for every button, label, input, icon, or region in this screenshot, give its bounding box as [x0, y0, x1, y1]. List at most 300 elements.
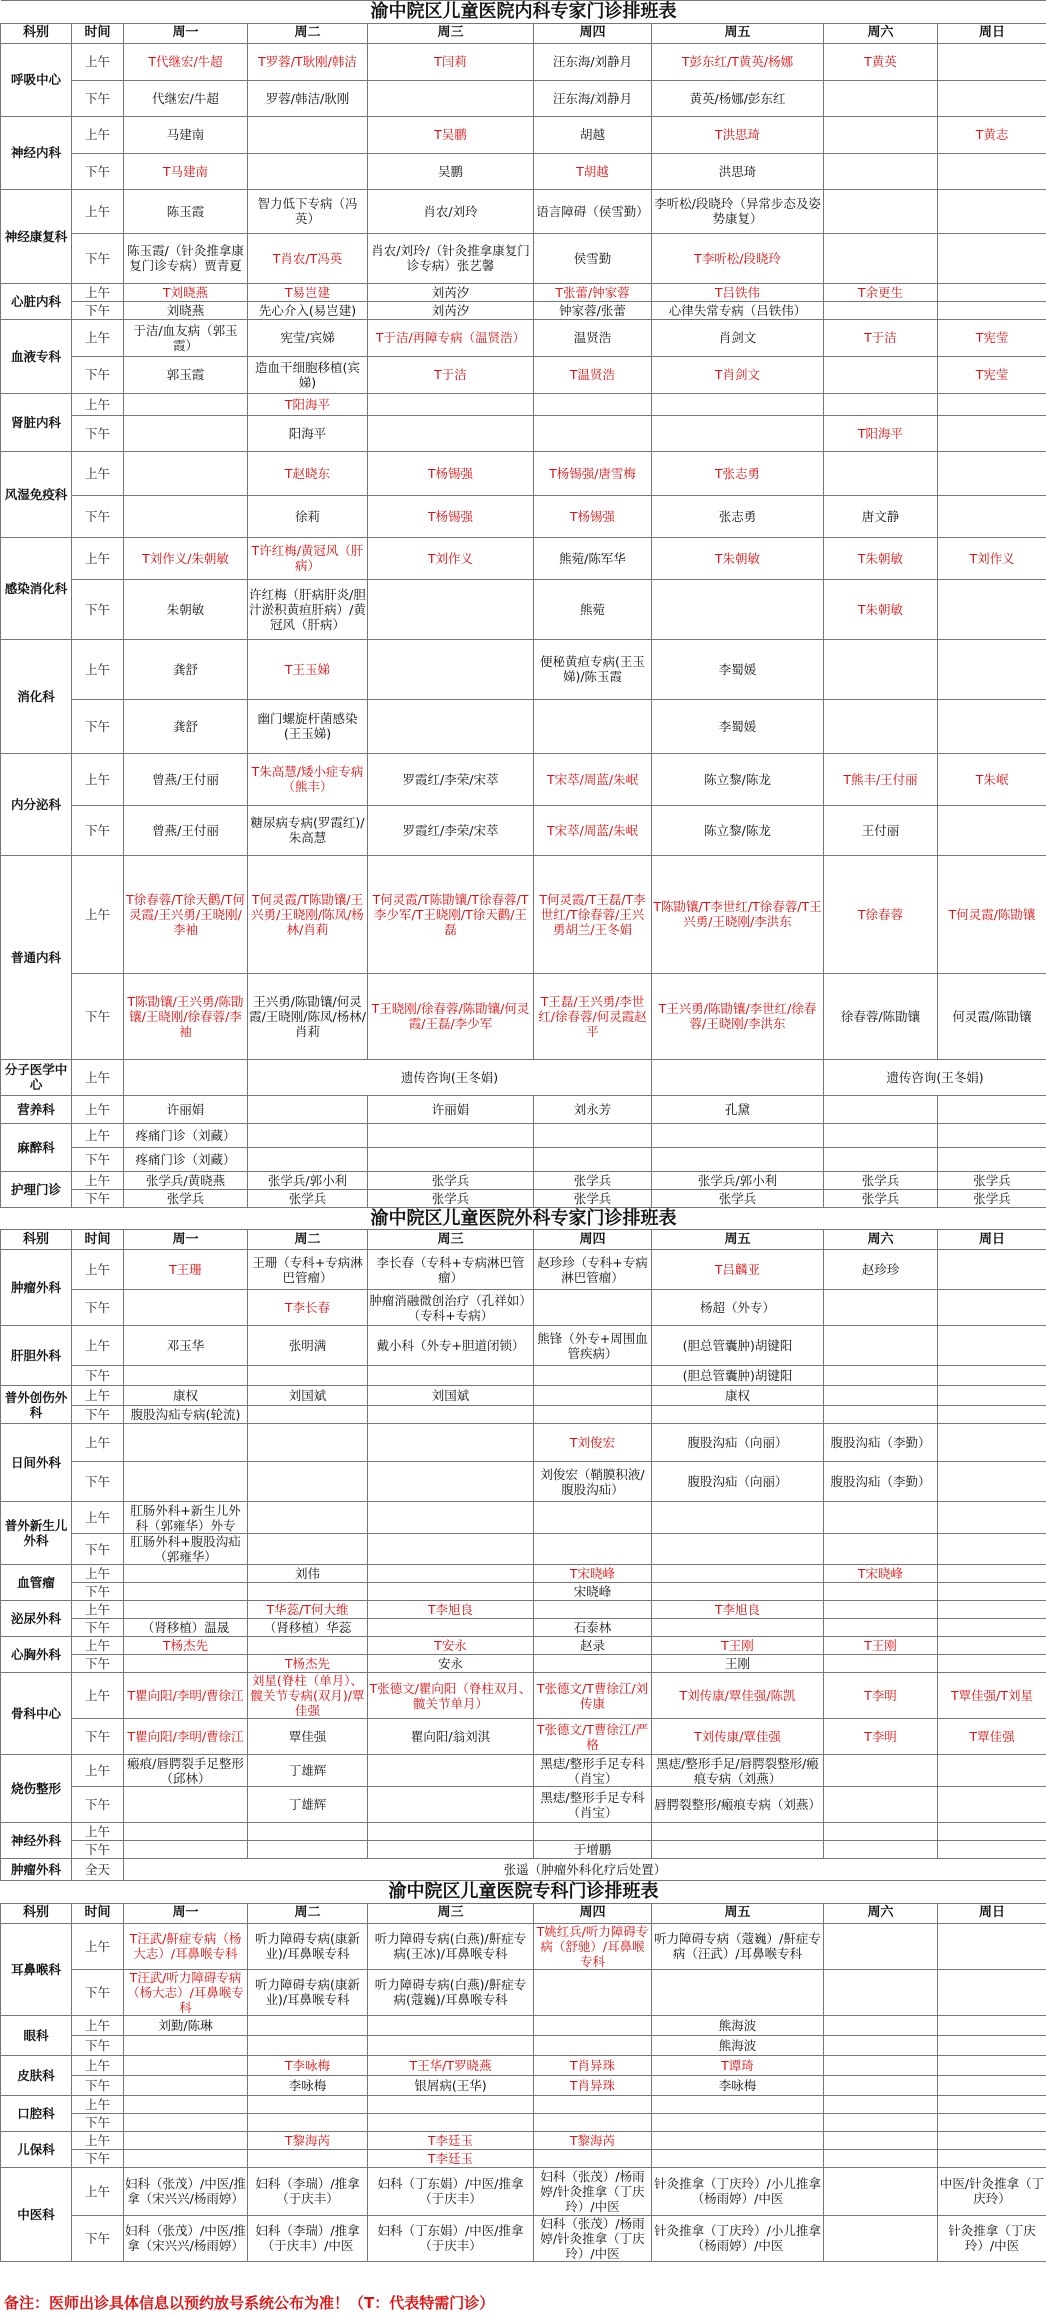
period-cell: 下午	[72, 233, 124, 283]
period-cell: 上午	[72, 2055, 124, 2075]
period-cell: 上午	[72, 43, 124, 80]
schedule-cell: T宋晓峰	[824, 1565, 938, 1583]
period-cell: 下午	[72, 1787, 124, 1823]
schedule-cell: T宪莹	[938, 319, 1046, 356]
schedule-cell: T朱高慧/矮小症专病（熊丰）	[248, 753, 368, 805]
schedule-cell: T朱朝敏	[824, 537, 938, 579]
schedule-cell: 听力障碍专病(白燕)/鼾症专病(蔻巍)/耳鼻喉专科	[368, 1969, 534, 2015]
schedule-row	[1, 1366, 1046, 1386]
schedule-cell	[248, 1583, 368, 1601]
section-title-row	[1, 1881, 1046, 1904]
schedule-cell	[824, 1534, 938, 1565]
schedule-cell: T杨锡强	[368, 495, 534, 537]
column-header: 周四	[534, 23, 652, 43]
header-row	[1, 1903, 1046, 1923]
schedule-row	[1, 1290, 1046, 1326]
schedule-row	[1, 2035, 1046, 2055]
schedule-row	[1, 80, 1046, 116]
schedule-cell: 唇腭裂整形/瘢痕专病（刘燕）	[652, 1787, 824, 1823]
schedule-cell	[938, 1462, 1046, 1502]
schedule-cell	[368, 1123, 534, 1147]
schedule-cell: 张学兵/郭小利	[652, 1171, 824, 1189]
schedule-cell: 智力低下专病（冯英）	[248, 189, 368, 233]
column-header: 周一	[124, 23, 248, 43]
schedule-cell: T王珊	[124, 1250, 248, 1290]
department-cell: 呼吸中心	[1, 43, 72, 116]
schedule-cell	[824, 2215, 938, 2261]
schedule-cell: T汪武/听力障碍专病（杨大志）/耳鼻喉专科	[124, 1969, 248, 2015]
department-cell: 风湿免疫科	[1, 451, 72, 537]
department-cell: 普外创伤外科	[1, 1386, 72, 1424]
schedule-cell: 安永	[368, 1655, 534, 1673]
schedule-cell: T何灵霞/陈勖镶	[938, 855, 1046, 973]
department-cell: 心脏内科	[1, 283, 72, 319]
schedule-cell	[248, 2149, 368, 2167]
schedule-cell	[652, 415, 824, 451]
schedule-cell: 朱朝敏	[124, 579, 248, 639]
schedule-row	[1, 2095, 1046, 2113]
schedule-cell	[938, 1406, 1046, 1424]
schedule-cell	[368, 2095, 534, 2113]
department-cell: 日间外科	[1, 1424, 72, 1502]
schedule-cell: 龚舒	[124, 639, 248, 699]
schedule-cell	[248, 2015, 368, 2035]
schedule-cell	[938, 2015, 1046, 2035]
schedule-cell: 腹股沟疝（向丽）	[652, 1424, 824, 1462]
schedule-row	[1, 1841, 1046, 1859]
period-cell: 下午	[72, 1619, 124, 1637]
schedule-cell: 腹股沟疝专病(轮流)	[124, 1406, 248, 1424]
schedule-cell: (胆总管囊肿)胡键阳	[652, 1366, 824, 1386]
schedule-cell: 针灸推拿（丁庆玲）/小儿推拿（杨雨婷）/中医	[652, 2167, 824, 2215]
schedule-cell: T王刚	[824, 1637, 938, 1655]
schedule-cell: （肾移植）温晟	[124, 1619, 248, 1637]
schedule-cell	[938, 2075, 1046, 2095]
schedule-cell: (胆总管囊肿)胡键阳	[652, 1326, 824, 1366]
schedule-cell	[124, 1655, 248, 1673]
schedule-cell	[248, 1147, 368, 1171]
schedule-cell: 于洁/血友病（郭玉霞）	[124, 319, 248, 356]
schedule-cell: 熊菀	[534, 579, 652, 639]
schedule-row	[1, 1171, 1046, 1189]
schedule-cell	[368, 2113, 534, 2131]
period-cell: 上午	[72, 753, 124, 805]
schedule-cell	[652, 2095, 824, 2113]
schedule-cell: 胡越	[534, 116, 652, 153]
schedule-cell	[124, 1424, 248, 1462]
schedule-cell	[938, 805, 1046, 855]
schedule-cell: 王刚	[652, 1655, 824, 1673]
period-cell: 上午	[72, 639, 124, 699]
schedule-cell	[938, 1755, 1046, 1787]
department-cell: 肝胆外科	[1, 1326, 72, 1386]
schedule-cell	[534, 2149, 652, 2167]
period-cell: 上午	[72, 189, 124, 233]
schedule-cell: 何灵霞/陈勖镶	[938, 973, 1046, 1059]
schedule-cell: 王珊（专科+专病淋巴管瘤）	[248, 1250, 368, 1290]
schedule-cell	[124, 415, 248, 451]
schedule-cell: 妇科（张茂）/杨雨婷/针灸推拿（丁庆玲）/中医	[534, 2167, 652, 2215]
schedule-cell: T刘晓燕	[124, 283, 248, 301]
schedule-row	[1, 2055, 1046, 2075]
column-header: 时间	[72, 23, 124, 43]
department-cell: 营养科	[1, 1095, 72, 1123]
schedule-cell: 杨超（外专）	[652, 1290, 824, 1326]
schedule-cell	[534, 2095, 652, 2113]
schedule-cell	[124, 451, 248, 495]
schedule-cell	[124, 2035, 248, 2055]
schedule-cell: T于洁/再障专病（温贤浩）	[368, 319, 534, 356]
schedule-cell	[938, 699, 1046, 753]
schedule-cell: 陈立黎/陈龙	[652, 753, 824, 805]
schedule-cell: 陈玉霞	[124, 189, 248, 233]
schedule-cell	[652, 1406, 824, 1424]
schedule-cell: T许红梅/黄冠风（肝病）	[248, 537, 368, 579]
schedule-cell: T王晓刚/徐春蓉/陈勖镶/何灵霞/王磊/李少军	[368, 973, 534, 1059]
schedule-cell	[824, 1366, 938, 1386]
schedule-cell: 曾燕/王付丽	[124, 805, 248, 855]
schedule-cell: T张德文/T曹徐江/严格	[534, 1719, 652, 1755]
schedule-cell	[534, 2113, 652, 2131]
schedule-cell: T彭东红/T黄英/杨娜	[652, 43, 824, 80]
schedule-cell	[534, 1655, 652, 1673]
schedule-cell	[534, 1366, 652, 1386]
period-cell: 上午	[72, 1123, 124, 1147]
period-cell: 下午	[72, 495, 124, 537]
schedule-cell: 肖剑文	[652, 319, 824, 356]
period-cell: 上午	[72, 319, 124, 356]
column-header: 周日	[938, 1230, 1046, 1250]
schedule-cell	[824, 2167, 938, 2215]
schedule-cell: 孔黛	[652, 1095, 824, 1123]
schedule-cell: 康权	[124, 1386, 248, 1406]
schedule-cell	[248, 2095, 368, 2113]
schedule-cell	[938, 1424, 1046, 1462]
schedule-cell	[534, 1969, 652, 2015]
schedule-cell: 李蜀媛	[652, 639, 824, 699]
section-title-row	[1, 1, 1046, 24]
schedule-cell	[824, 1326, 938, 1366]
schedule-cell	[124, 1787, 248, 1823]
schedule-row	[1, 319, 1046, 356]
schedule-cell: 肛肠外科+腹股沟疝（郭雍华）	[124, 1534, 248, 1565]
schedule-cell: T谭琦	[652, 2055, 824, 2075]
schedule-cell	[938, 2055, 1046, 2075]
department-cell: 肿瘤外科	[1, 1250, 72, 1326]
section-title-row	[1, 1207, 1046, 1230]
period-cell: 下午	[72, 2075, 124, 2095]
schedule-cell	[824, 233, 938, 283]
schedule-row	[1, 1823, 1046, 1841]
schedule-cell	[368, 579, 534, 639]
schedule-cell	[248, 1406, 368, 1424]
schedule-cell: T熊丰/王付丽	[824, 753, 938, 805]
schedule-cell: T李听松/段晓玲	[652, 233, 824, 283]
schedule-cell	[652, 1123, 824, 1147]
schedule-cell: T于洁	[368, 356, 534, 393]
schedule-row	[1, 1386, 1046, 1406]
schedule-cell	[938, 1823, 1046, 1841]
department-cell: 烧伤整形	[1, 1755, 72, 1823]
schedule-row	[1, 579, 1046, 639]
schedule-row	[1, 1534, 1046, 1565]
schedule-cell: 刘俊宏（鞘膜积液/腹股沟疝）	[534, 1462, 652, 1502]
schedule-cell	[652, 1147, 824, 1171]
schedule-cell: T吕铁伟	[652, 283, 824, 301]
schedule-cell	[248, 1424, 368, 1462]
schedule-cell: T肖异珠	[534, 2055, 652, 2075]
schedule-cell	[824, 393, 938, 415]
schedule-cell	[124, 1823, 248, 1841]
schedule-cell	[824, 2035, 938, 2055]
schedule-cell	[938, 2131, 1046, 2149]
schedule-cell	[534, 415, 652, 451]
schedule-cell	[124, 2131, 248, 2149]
schedule-cell: T肖农/T冯英	[248, 233, 368, 283]
schedule-cell	[248, 1841, 368, 1859]
schedule-cell: 银屑病(王华)	[368, 2075, 534, 2095]
period-cell: 上午	[72, 1386, 124, 1406]
schedule-cell: T于洁	[824, 319, 938, 356]
schedule-cell	[824, 1502, 938, 1534]
section-title: 渝中院区儿童医院外科专家门诊排班表	[1, 1207, 1046, 1230]
schedule-cell	[824, 1290, 938, 1326]
schedule-cell	[824, 1841, 938, 1859]
schedule-cell	[368, 1755, 534, 1787]
schedule-cell: 王付丽	[824, 805, 938, 855]
schedule-cell: T张德文/瞿向阳（脊柱双月、髋关节单月）	[368, 1673, 534, 1719]
period-cell: 下午	[72, 1366, 124, 1386]
period-cell: 上午	[72, 1637, 124, 1655]
schedule-row	[1, 753, 1046, 805]
column-header: 周四	[534, 1230, 652, 1250]
period-cell: 上午	[72, 1673, 124, 1719]
schedule-cell	[824, 80, 938, 116]
period-cell: 下午	[72, 1147, 124, 1171]
schedule-cell	[124, 2055, 248, 2075]
schedule-cell: 刘晓燕	[124, 301, 248, 319]
schedule-cell	[534, 1123, 652, 1147]
department-cell: 神经外科	[1, 1823, 72, 1859]
header-row	[1, 1230, 1046, 1250]
schedule-cell	[938, 1095, 1046, 1123]
schedule-cell: 张遥（肿瘤外科化疗后处置）	[124, 1859, 1046, 1881]
period-cell: 上午	[72, 2131, 124, 2149]
schedule-cell	[824, 189, 938, 233]
period-cell: 上午	[72, 855, 124, 973]
schedule-cell	[824, 2149, 938, 2167]
schedule-cell: 张学兵	[124, 1189, 248, 1207]
schedule-cell: 肖农/刘玲	[368, 189, 534, 233]
column-header: 时间	[72, 1230, 124, 1250]
schedule-cell	[938, 1583, 1046, 1601]
schedule-cell: 邓玉华	[124, 1326, 248, 1366]
schedule-cell: T徐春蓉	[824, 855, 938, 973]
schedule-cell: 张学兵	[248, 1189, 368, 1207]
schedule-cell: T胡越	[534, 153, 652, 189]
period-cell: 上午	[72, 2095, 124, 2113]
schedule-cell	[824, 2113, 938, 2131]
department-cell: 普通内科	[1, 855, 72, 1059]
schedule-cell: 肿瘤消融微创治疗（孔祥如）（专科+专病）	[368, 1290, 534, 1326]
schedule-cell	[824, 2075, 938, 2095]
schedule-cell	[534, 1823, 652, 1841]
schedule-cell: T陈勖镶/T李世红/T徐春蓉/T王兴勇/王晓刚/李洪东	[652, 855, 824, 973]
schedule-cell: T杨杰先	[248, 1655, 368, 1673]
schedule-cell: T李咏梅	[248, 2055, 368, 2075]
schedule-cell	[938, 2095, 1046, 2113]
schedule-cell: 马建南	[124, 116, 248, 153]
schedule-cell: T王兴勇/陈勖镶/李世红/徐春蓉/王晓刚/李洪东	[652, 973, 824, 1059]
department-cell: 感染消化科	[1, 537, 72, 639]
schedule-row	[1, 1406, 1046, 1424]
schedule-cell	[368, 1424, 534, 1462]
schedule-cell: 刘星(脊柱（单月）、髋关节专病(双月)/覃佳强	[248, 1673, 368, 1719]
schedule-cell: T温贤浩	[534, 356, 652, 393]
schedule-cell: 张学兵	[824, 1189, 938, 1207]
schedule-cell: 腹股沟疝（向丽）	[652, 1462, 824, 1502]
schedule-cell: T杨锡强/唐雪梅	[534, 451, 652, 495]
period-cell: 下午	[72, 2149, 124, 2167]
schedule-cell: T李旭良	[652, 1601, 824, 1619]
department-cell: 血液专科	[1, 319, 72, 393]
schedule-cell: 疼痛门诊（刘藏）	[124, 1147, 248, 1171]
schedule-cell: 石泰林	[534, 1619, 652, 1637]
schedule-cell	[368, 80, 534, 116]
schedule-cell: T刘作义	[938, 537, 1046, 579]
schedule-row	[1, 1673, 1046, 1719]
schedule-cell: 赵珍珍	[824, 1250, 938, 1290]
schedule-cell: 张学兵	[938, 1189, 1046, 1207]
schedule-cell: 妇科（丁东娟）/中医/推拿（于庆丰）	[368, 2167, 534, 2215]
schedule-cell: 郭玉霞	[124, 356, 248, 393]
department-cell: 口腔科	[1, 2095, 72, 2131]
schedule-cell: 宋晓峰	[534, 1583, 652, 1601]
period-cell: 上午	[72, 1565, 124, 1583]
schedule-row	[1, 356, 1046, 393]
schedule-cell	[248, 116, 368, 153]
period-cell: 下午	[72, 2035, 124, 2055]
schedule-cell: T刘作义/朱朝敏	[124, 537, 248, 579]
department-cell: 麻醉科	[1, 1123, 72, 1171]
schedule-cell	[368, 1366, 534, 1386]
schedule-cell	[124, 1366, 248, 1386]
schedule-row	[1, 1565, 1046, 1583]
schedule-cell	[824, 356, 938, 393]
schedule-cell	[824, 116, 938, 153]
schedule-cell: T瞿向阳/李明/曹徐江	[124, 1673, 248, 1719]
schedule-row	[1, 2215, 1046, 2261]
schedule-row	[1, 2075, 1046, 2095]
schedule-cell: 刘国斌	[368, 1386, 534, 1406]
schedule-cell	[938, 579, 1046, 639]
schedule-cell: 赵珍珍（专科+专病淋巴管瘤）	[534, 1250, 652, 1290]
schedule-cell	[938, 1147, 1046, 1171]
schedule-row	[1, 1583, 1046, 1601]
schedule-cell: 听力障碍专病(康新业)/耳鼻喉专科	[248, 1923, 368, 1969]
schedule-cell: T王磊/王兴勇/李世红/徐春蓉/何灵霞赵平	[534, 973, 652, 1059]
schedule-cell	[938, 2149, 1046, 2167]
schedule-row	[1, 2113, 1046, 2131]
schedule-cell: T杨杰先	[124, 1637, 248, 1655]
column-header: 周二	[248, 1903, 368, 1923]
column-header: 周二	[248, 1230, 368, 1250]
period-cell: 下午	[72, 973, 124, 1059]
schedule-cell	[124, 1059, 248, 1095]
schedule-cell: 张学兵	[368, 1171, 534, 1189]
schedule-cell	[248, 1823, 368, 1841]
schedule-cell: T张志勇	[652, 451, 824, 495]
schedule-cell: T吴鹏	[368, 116, 534, 153]
schedule-row	[1, 1189, 1046, 1207]
schedule-cell: T阳海平	[248, 393, 368, 415]
department-cell: 泌尿外科	[1, 1601, 72, 1637]
schedule-cell: 钟家蓉/张蕾	[534, 301, 652, 319]
schedule-cell: 熊锋（外专+周围血管疾病）	[534, 1326, 652, 1366]
schedule-cell	[824, 1755, 938, 1787]
schedule-cell: T刘作义	[368, 537, 534, 579]
period-cell: 下午	[72, 1655, 124, 1673]
period-cell: 下午	[72, 1290, 124, 1326]
column-header: 科别	[1, 1903, 72, 1923]
schedule-cell: T杨锡强	[534, 495, 652, 537]
schedule-cell	[368, 1823, 534, 1841]
schedule-cell: 肛肠外科+新生儿外科（郭雍华）外专	[124, 1502, 248, 1534]
column-header: 周六	[824, 1230, 938, 1250]
period-cell: 下午	[72, 301, 124, 319]
schedule-cell: 徐莉	[248, 495, 368, 537]
period-cell: 上午	[72, 1424, 124, 1462]
period-cell: 上午	[72, 393, 124, 415]
column-header: 周日	[938, 1903, 1046, 1923]
schedule-cell: 刘芮汐	[368, 301, 534, 319]
schedule-cell	[938, 1290, 1046, 1326]
schedule-cell	[938, 1534, 1046, 1565]
schedule-cell: 张学兵	[368, 1189, 534, 1207]
schedule-cell	[534, 699, 652, 753]
schedule-row	[1, 1123, 1046, 1147]
schedule-cell	[534, 1386, 652, 1406]
schedule-cell: T朱岷	[938, 753, 1046, 805]
period-cell: 下午	[72, 1534, 124, 1565]
schedule-row	[1, 1326, 1046, 1366]
schedule-row	[1, 1462, 1046, 1502]
schedule-cell	[938, 233, 1046, 283]
schedule-cell: 张学兵	[534, 1189, 652, 1207]
period-cell: 下午	[72, 1969, 124, 2015]
schedule-cell	[652, 1534, 824, 1565]
column-header: 周三	[368, 1903, 534, 1923]
schedule-cell	[824, 1787, 938, 1823]
column-header: 周六	[824, 1903, 938, 1923]
schedule-cell: T李廷玉	[368, 2131, 534, 2149]
schedule-cell	[938, 1123, 1046, 1147]
schedule-cell	[938, 43, 1046, 80]
period-cell: 上午	[72, 451, 124, 495]
schedule-cell	[652, 2113, 824, 2131]
schedule-cell	[938, 495, 1046, 537]
schedule-cell	[824, 2055, 938, 2075]
period-cell: 下午	[72, 1841, 124, 1859]
schedule-cell	[938, 415, 1046, 451]
schedule-cell	[824, 1386, 938, 1406]
department-cell: 肿瘤外科	[1, 1859, 72, 1881]
schedule-cell: 丁雄辉	[248, 1755, 368, 1787]
schedule-cell: T黄志	[938, 116, 1046, 153]
schedule-cell: T宋萃/周蓝/朱岷	[534, 753, 652, 805]
schedule-cell: T肖异珠	[534, 2075, 652, 2095]
schedule-cell: 于增鹏	[534, 1841, 652, 1859]
